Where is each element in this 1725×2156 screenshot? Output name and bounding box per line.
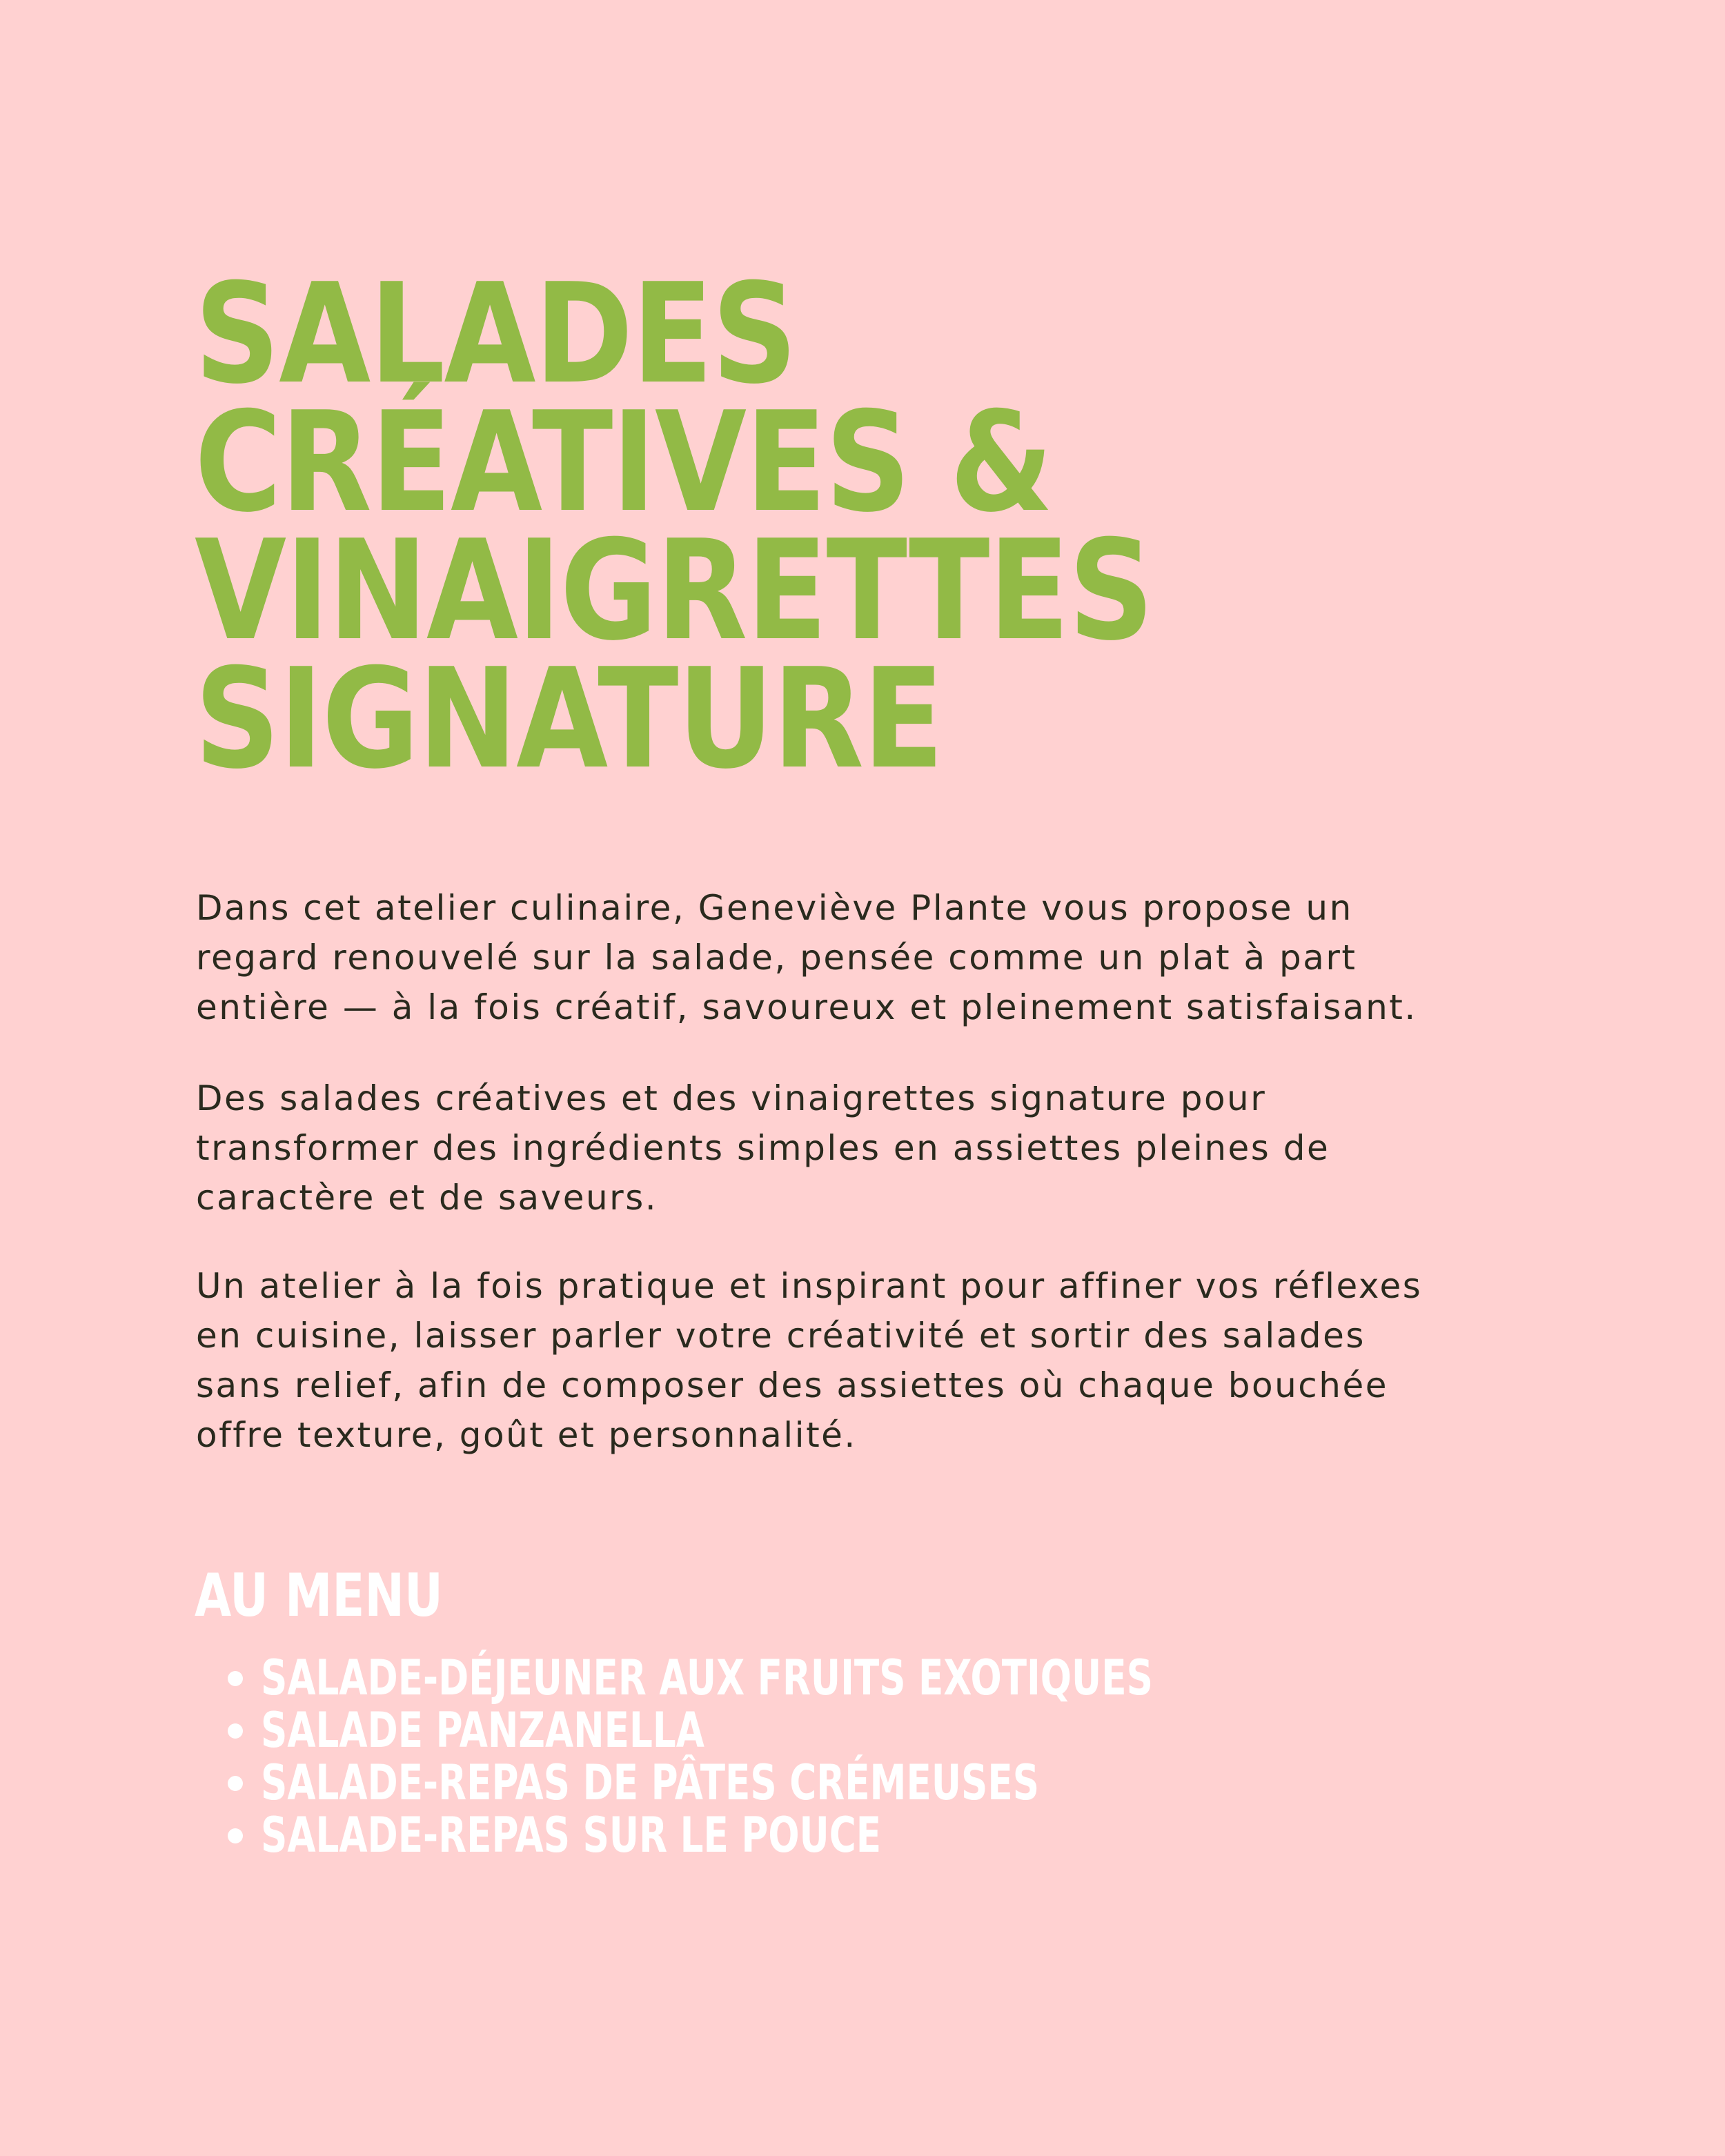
paragraph-line: offre texture, goût et personnalité. [196,1415,857,1455]
menu-item-label: SALADE-REPAS DE PÂTES CRÉMEUSES [261,1754,1040,1811]
description-paragraph [196,1074,1576,1223]
paragraph-line: Des salades créatives et des vinaigrettes signature pour [196,1078,1267,1118]
title-line: SALADES [195,254,796,415]
paragraph-line: regard renouvelé sur la salade, pensée comme un plat à part [196,938,1357,978]
paragraph-line: sans relief, afin de composer des assiettes où chaque bouchée [196,1365,1389,1405]
bullet-icon [228,1776,243,1791]
paragraph-line: en cuisine, laisser parler votre créativité et sortir des salades [196,1316,1366,1356]
workshop-paragraph [196,1261,1576,1460]
menu-item-label: SALADE-DÉJEUNER AUX FRUITS EXOTIQUES [261,1650,1153,1706]
bullet-icon [228,1723,243,1739]
paragraph-line: Un atelier à la fois pratique et inspirant pour affiner vos réflexes [196,1266,1423,1306]
title-line: VINAIGRETTES [195,511,1153,671]
paragraph-line: entière — à la fois créatif, savoureux et pleinement satisfaisant. [196,987,1417,1027]
paragraph-line: transformer des ingrédients simples en assiettes pleines de [196,1128,1330,1168]
paragraph-line: Dans cet atelier culinaire, Geneviève Plante vous propose un [196,888,1353,928]
menu-item-label: SALADE PANZANELLA [261,1702,704,1759]
menu-heading: AU MENU [195,1561,443,1630]
paragraph-line: caractère et de saveurs. [196,1178,658,1218]
title-line: SIGNATURE [195,639,943,800]
bullet-icon [228,1671,243,1686]
bullet-icon [228,1828,243,1843]
intro-paragraph [196,883,1576,1032]
page-title [195,254,1153,800]
title-line: CRÉATIVES & [195,382,1052,543]
menu-item-label: SALADE-REPAS SUR LE POUCE [261,1807,882,1863]
